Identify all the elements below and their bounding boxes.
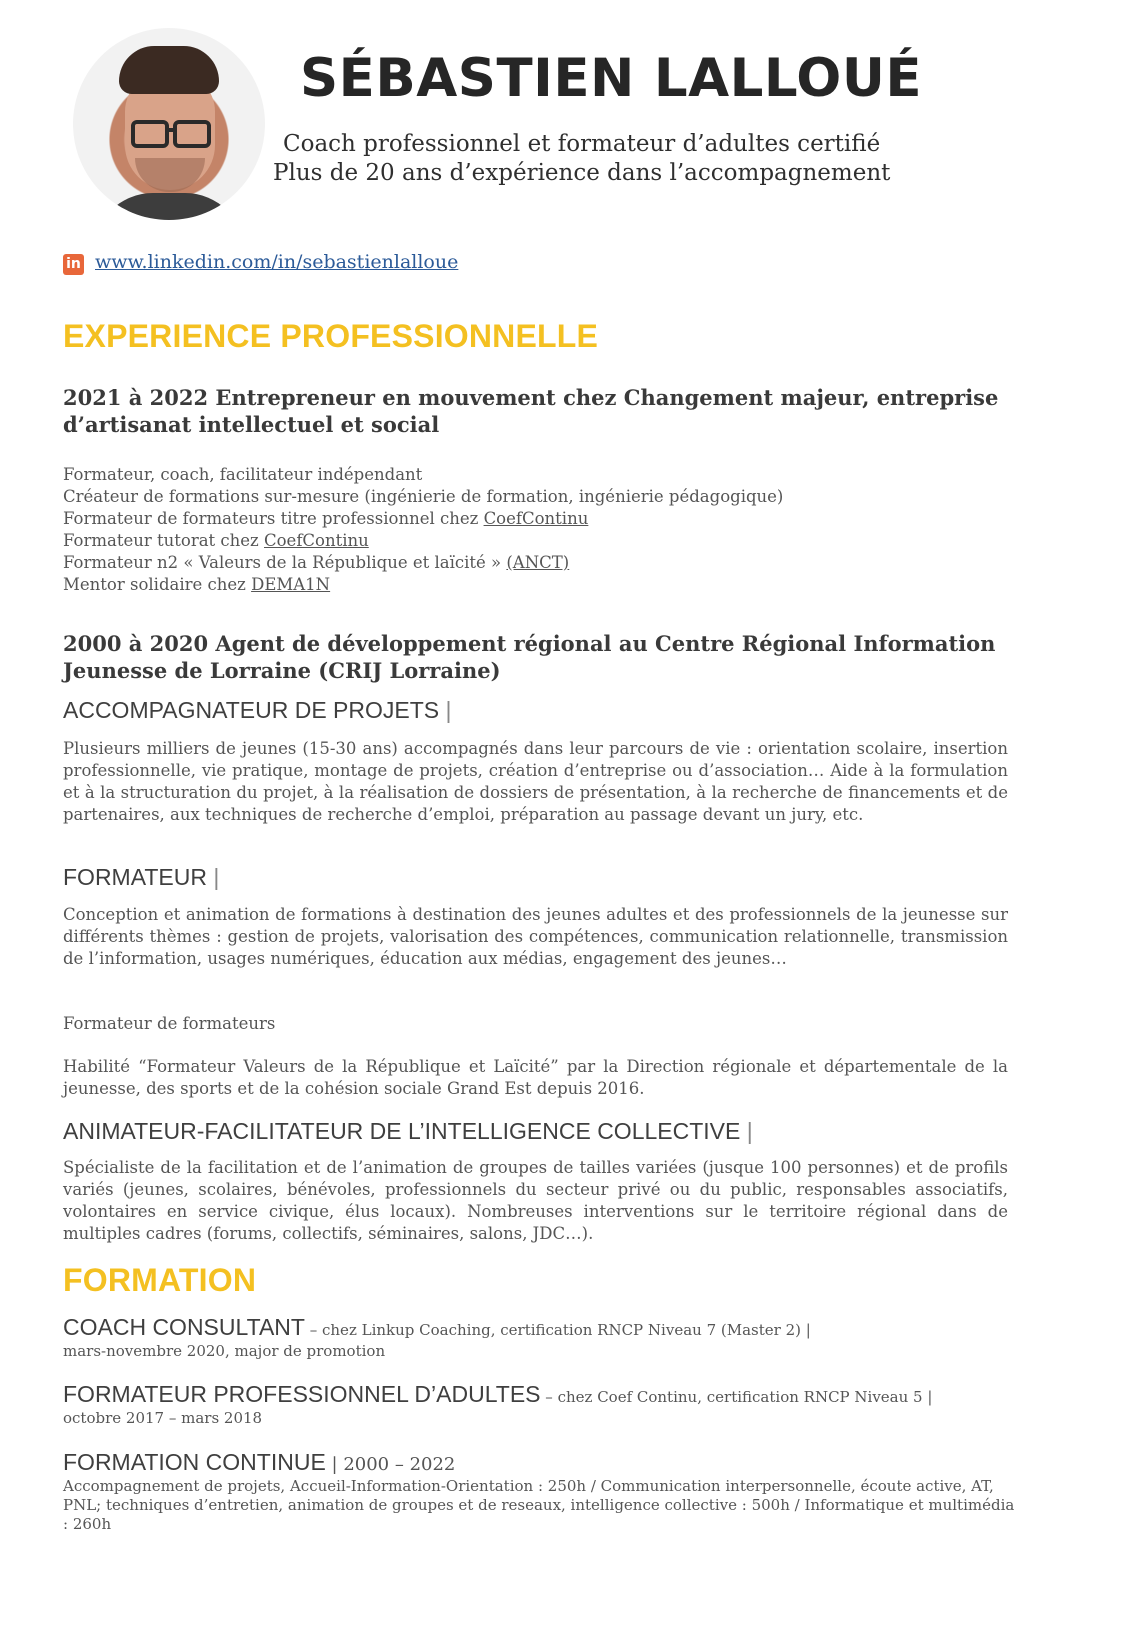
role-heading-formateur: FORMATEUR |: [63, 864, 220, 890]
duty-line: Formateur n2 « Valeurs de la République et laïcité » (ANCT): [63, 553, 570, 572]
job1-duties: [63, 464, 783, 596]
anct-link[interactable]: (ANCT): [506, 553, 570, 572]
coefcontinu-link[interactable]: CoefContinu: [483, 509, 589, 528]
duty-line: Créateur de formations sur-mesure (ingénierie de formation, ingénierie pédagogique): [63, 487, 784, 506]
duty-line: Formateur tutorat chez CoefContinu: [63, 531, 369, 550]
formation-item-heading: FORMATEUR PROFESSIONNEL D’ADULTES – chez Coef Continu, certification RNCP Niveau 5 |: [63, 1381, 933, 1407]
job-title-2: 2000 à 2020 Agent de développement régional au Centre Régional Information Jeunesse de Lorraine (CRIJ Lorraine): [63, 631, 996, 683]
coefcontinu-link[interactable]: CoefContinu: [264, 531, 369, 550]
profile-photo: [73, 28, 265, 220]
role-heading-animateur: ANIMATEUR-FACILITATEUR DE L’INTELLIGENCE COLLECTIVE |: [63, 1118, 753, 1144]
role-description-accompagnateur: Plusieurs milliers de jeunes (15-30 ans) accompagnés dans leur parcours de vie : orientation scolaire, insertion professionnelle, vie pratique, montage de projets, création d’entreprise ou d’association… Aide à la formulation et à la structuration du projet, à la réalisation de dossiers de présentation, à la recherche de financements et de partenaires, aux techniques de recherche d’emploi, préparation au passage devant un jury, etc.: [63, 739, 1008, 824]
role-note-habilitation: Habilité “Formateur Valeurs de la République et Laïcité” par la Direction régionale et départementale de la jeunesse, des sports et de la cohésion sociale Grand Est depuis 2016.: [63, 1057, 1008, 1098]
role-heading-accompagnateur: ACCOMPAGNATEUR DE PROJETS |: [63, 697, 452, 723]
section-title-formation: FORMATION: [63, 1262, 257, 1298]
duty-line: Mentor solidaire chez DEMA1N: [63, 575, 331, 594]
job-title-1: 2021 à 2022 Entrepreneur en mouvement chez Changement majeur, entreprise d’artisanat intellectuel et social: [63, 385, 999, 437]
formation-item-heading: COACH CONSULTANT – chez Linkup Coaching, certification RNCP Niveau 7 (Master 2) |: [63, 1314, 811, 1340]
linkedin-link[interactable]: www.linkedin.com/in/sebastienlalloue: [95, 251, 459, 273]
section-title-experience: EXPERIENCE PROFESSIONNELLE: [63, 318, 599, 354]
candidate-name: SÉBASTIEN LALLOUÉ: [300, 48, 923, 109]
formation-item-date: octobre 2017 – mars 2018: [63, 1409, 263, 1427]
duty-line: Formateur, coach, facilitateur indépendant: [63, 465, 423, 484]
linkedin-icon: in: [63, 254, 84, 275]
role-description-animateur: Spécialiste de la facilitation et de l’animation de groupes de tailles variées (jusque 100 personnes) et de profils variés (jeunes, scolaires, bénévoles, professionnels du secteur privé ou du public, responsables associatifs, volontaires en service civique, élus locaux). Nombreuses interventions sur le territoire régional dans de multiples cadres (forums, collectifs, séminaires, salons, JDC…).: [63, 1158, 1008, 1243]
role-note-formateur-de-formateurs: Formateur de formateurs: [63, 1014, 276, 1033]
subtitle-line-1: Coach professionnel et formateur d’adultes certifié: [283, 131, 881, 157]
duty-line: Formateur de formateurs titre professionnel chez CoefContinu: [63, 509, 589, 528]
formation-item-date: mars-novembre 2020, major de promotion: [63, 1342, 386, 1360]
dema1n-link[interactable]: DEMA1N: [251, 575, 331, 594]
formation-item-heading: FORMATION CONTINUE | 2000 – 2022: [63, 1449, 456, 1475]
role-description-formateur: Conception et animation de formations à destination des jeunes adultes et des professionnels de la jeunesse sur différents thèmes : gestion de projets, valorisation des compétences, communication relationnelle, transmission de l’information, usages numériques, éducation aux médias, engagement des jeunes…: [63, 905, 1008, 968]
subtitle-line-2: Plus de 20 ans d’expérience dans l’accompagnement: [273, 160, 891, 186]
formation-item-description: Accompagnement de projets, Accueil-Information-Orientation : 250h / Communication interpersonnelle, écoute active, AT, PNL; techniques d’entretien, animation de groupes et de reseaux, intelligence collective : 500h / Informatique et multimédia : 260h: [63, 1477, 1015, 1533]
